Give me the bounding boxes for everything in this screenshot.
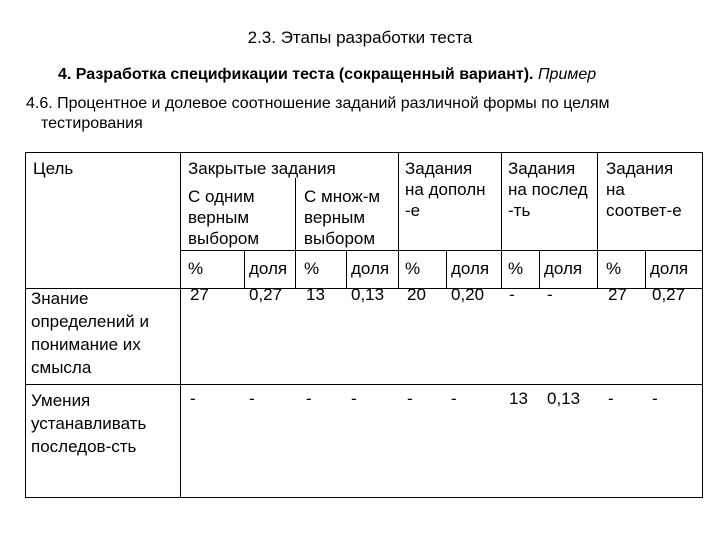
row-1-value: 0,27	[249, 285, 283, 304]
row-1-value: 20	[407, 285, 426, 304]
row-2-value: 0,13	[547, 389, 581, 408]
header-supplement-line-1: Задания	[405, 159, 473, 178]
caption-line-1: 4.6. Процентное и долевое соотношение заданий различной формы по целям	[26, 95, 610, 112]
row-1-value: 13	[306, 285, 325, 304]
row-1-goal-line-4: смысла	[31, 358, 92, 377]
subtitle-emphasis: Пример	[537, 66, 597, 83]
unit-share: доля	[351, 259, 390, 278]
row-1-goal-line-3: понимание их	[31, 335, 141, 354]
row-2-value: -	[608, 389, 614, 408]
header-multi-line-3: выбором	[304, 229, 376, 248]
row-1-value: 27	[608, 285, 627, 304]
header-multi-line-2: верным	[304, 208, 366, 227]
row-2-value: -	[249, 389, 255, 408]
row-2-value: -	[306, 389, 312, 408]
header-single-line-1: С одним	[188, 187, 255, 206]
unit-share: доля	[544, 259, 583, 278]
caption-line-2: тестирования	[41, 115, 143, 132]
row-1-value: 0,27	[652, 285, 686, 304]
row-1-value: 0,20	[451, 285, 485, 304]
header-match-line-3: соответ-е	[606, 201, 682, 220]
header-single-line-3: выбором	[188, 229, 260, 248]
section-subtitle	[58, 66, 596, 84]
unit-percent: %	[508, 259, 524, 278]
row-2-goal-line-3: последов-сть	[31, 437, 137, 456]
row-2-value: -	[451, 389, 457, 408]
row-2-value: -	[407, 389, 413, 408]
header-sequence-line-3: -ть	[508, 201, 531, 220]
row-2-goal-line-1: Умения	[31, 391, 91, 410]
row-1-value: -	[547, 285, 553, 304]
subtitle-text: 4. Разработка спецификации теста (сокращенный вариант).	[58, 66, 534, 83]
unit-percent: %	[188, 259, 204, 278]
header-match-line-2: на	[606, 180, 625, 199]
header-supplement-line-3: -е	[405, 201, 421, 220]
row-1-value: 27	[190, 285, 209, 304]
header-sequence-line-1: Задания	[508, 159, 576, 178]
header-supplement-line-2: на дополн	[405, 180, 486, 199]
header-single-line-2: верным	[188, 208, 250, 227]
row-2-value: -	[351, 389, 357, 408]
row-2-goal-line-2: устанавливать	[31, 414, 147, 433]
page-title: 2.3. Этапы разработки теста	[247, 28, 473, 47]
row-2-value: 13	[509, 389, 528, 408]
row-2-value: -	[190, 389, 196, 408]
unit-percent: %	[405, 259, 421, 278]
unit-share: доля	[451, 259, 490, 278]
header-multi-line-1: С множ-м	[304, 187, 381, 206]
unit-share: доля	[650, 259, 689, 278]
row-1-goal-line-1: Знание	[31, 289, 89, 308]
header-match-line-1: Задания	[606, 159, 674, 178]
header-closed-tasks: Закрытые задания	[188, 159, 336, 178]
unit-percent: %	[304, 259, 320, 278]
row-1-value: 0,13	[351, 285, 385, 304]
row-2-value: -	[652, 389, 658, 408]
table-caption	[26, 94, 706, 134]
row-1-value: -	[509, 285, 515, 304]
header-sequence-line-2: на послед	[508, 180, 588, 199]
header-goal: Цель	[33, 159, 74, 178]
row-1-goal-line-2: определений и	[31, 312, 149, 331]
unit-percent: %	[606, 259, 622, 278]
unit-share: доля	[249, 259, 288, 278]
